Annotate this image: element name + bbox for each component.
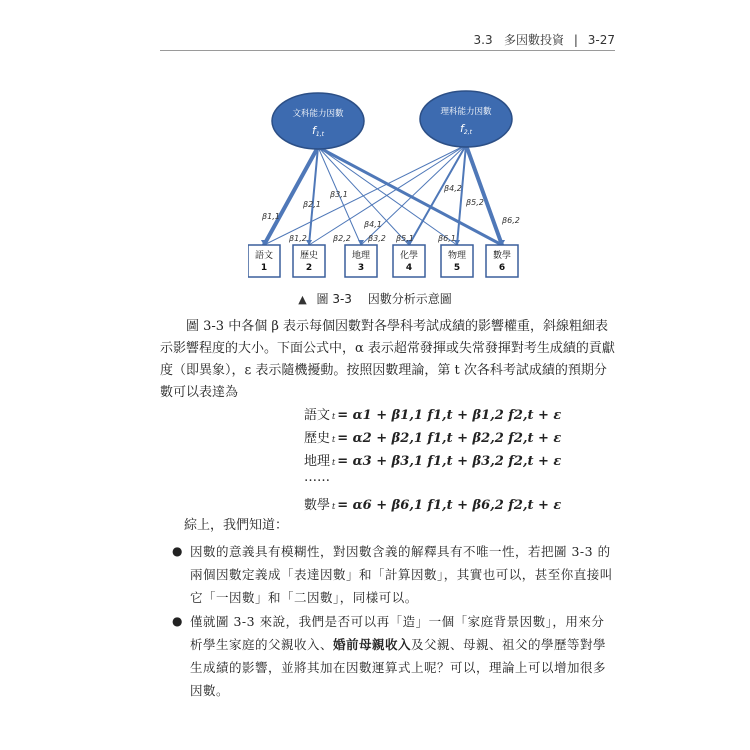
bullet-item (172, 610, 614, 702)
bullet-dot-icon: ● (172, 544, 183, 558)
body-paragraph (160, 316, 615, 404)
page-number: 3-27 (587, 33, 615, 47)
subject-box (393, 245, 425, 277)
equation-sub: t (332, 435, 336, 444)
factor-ellipse (272, 93, 364, 149)
beta-label: β4,2 (444, 184, 462, 193)
caption-figure-number: 圖 3-3 (316, 292, 352, 306)
subject-box (248, 245, 280, 277)
factor-label: 理科能力因數 (440, 107, 492, 117)
equation-row (304, 494, 561, 513)
beta-label: β2,1 (303, 200, 321, 209)
equation-sub: t (332, 458, 336, 467)
equation-subject: 數學 (304, 498, 331, 513)
equation-rhs: = α6 + β6,1 f1,t + β6,2 f2,t + ε (337, 498, 562, 513)
beta-label: β3,2 (368, 234, 386, 243)
subject-name: 歷史 (299, 251, 319, 261)
subject-box (345, 245, 377, 277)
beta-label: β1,1 (262, 212, 280, 221)
subject-box (441, 245, 473, 277)
subject-index: 6 (498, 263, 506, 273)
subject-boxes (248, 245, 518, 277)
subject-name: 物理 (447, 251, 467, 261)
equation-row (304, 404, 561, 423)
factor-symbol: f2,t (460, 122, 472, 136)
paragraph-text: 圖 3-3 中各個 β 表示每個因數對各學科考試成績的影響權重，斜線粗細表示影響程度的大小。下面公式中，α 表示超常發揮或失常發揮對考生成績的貢獻度（即異象），ε 表示隨機擾動。按照因數理論，第 t 次各科考試成績的預期分數可以表達為 (160, 319, 615, 400)
bullet-text: 僅就圖 3-3 來說，我們是否可以再「造」一個「家庭背景因數」，用來分析學生家庭的父親收入、 (190, 614, 605, 652)
subject-box (293, 245, 325, 277)
subject-index: 5 (453, 263, 461, 273)
bullet-text: 及父親、母親、祖父的學歷等對學生成績的影響，並將其加在因數運算式上呢？可以，理論上可以增加很多因數。 (190, 637, 607, 698)
summary-line: 綜上，我們知道： (184, 518, 289, 533)
equation-subject: 語文 (304, 408, 331, 423)
factor-edge (361, 145, 466, 245)
header-separator: | (573, 33, 578, 47)
subject-index: 4 (405, 263, 413, 273)
equation-subject: 地理 (304, 454, 331, 469)
subject-box (486, 245, 518, 277)
factor-edges (261, 145, 505, 245)
beta-label: β5,1 (396, 234, 414, 243)
subject-index: 1 (260, 263, 268, 273)
equation-rhs: = α2 + β2,1 f1,t + β2,2 f2,t + ε (337, 431, 562, 446)
header-rule (160, 50, 615, 51)
equation-ellipsis (304, 470, 330, 485)
equation-sub: t (332, 412, 336, 421)
caption-title: 因數分析示意圖 (367, 292, 452, 306)
equation-rhs: = α3 + β3,1 f1,t + β3,2 f2,t + ε (337, 454, 562, 469)
factor-ellipse (420, 91, 512, 147)
beta-label: β5,2 (466, 198, 484, 207)
factor-node (420, 91, 512, 147)
section-number: 3.3 (473, 33, 493, 47)
figure-caption (0, 290, 750, 307)
subject-name: 語文 (254, 251, 274, 261)
equation-row (304, 450, 561, 469)
caption-marker-icon: ▲ (298, 293, 307, 306)
beta-label: β1,2 (289, 234, 307, 243)
bullet-dot-icon: ● (172, 614, 183, 628)
subject-index: 2 (305, 263, 313, 273)
bullet-item (172, 540, 614, 609)
factor-symbol: f1,t (312, 124, 324, 138)
equation-subject: 歷史 (304, 431, 331, 446)
page-header (160, 28, 615, 52)
header-text (474, 31, 616, 48)
chapter-title: 多因數投資 (504, 33, 565, 47)
subject-name: 數學 (492, 251, 512, 261)
beta-label: β6,2 (502, 216, 520, 225)
factor-label: 文科能力因數 (292, 109, 344, 119)
beta-label: β3,1 (330, 190, 348, 199)
bullet-bold-text: 婚前母親收入 (333, 637, 412, 652)
equation-subject: …… (304, 470, 330, 485)
factor-nodes (272, 91, 512, 149)
subject-index: 3 (357, 263, 365, 273)
subject-name: 化學 (399, 251, 419, 261)
equation-sub: t (332, 502, 336, 511)
beta-label: β6,1 (438, 234, 456, 243)
beta-label: β2,2 (333, 234, 351, 243)
equation-rhs: = α1 + β1,1 f1,t + β1,2 f2,t + ε (337, 408, 562, 423)
factor-analysis-diagram (248, 85, 528, 280)
factor-node (272, 93, 364, 149)
bullet-text: 因數的意義具有模糊性，對因數含義的解釋具有不唯一性，若把圖 3-3 的兩個因數定義成「表達因數」和「計算因數」，其實也可以，甚至你直接叫它「一因數」和「二因數」，同樣可以。 (190, 544, 613, 605)
subject-name: 地理 (351, 251, 371, 261)
equation-row (304, 427, 561, 446)
beta-label: β4,1 (364, 220, 382, 229)
bullet-list (172, 540, 614, 703)
